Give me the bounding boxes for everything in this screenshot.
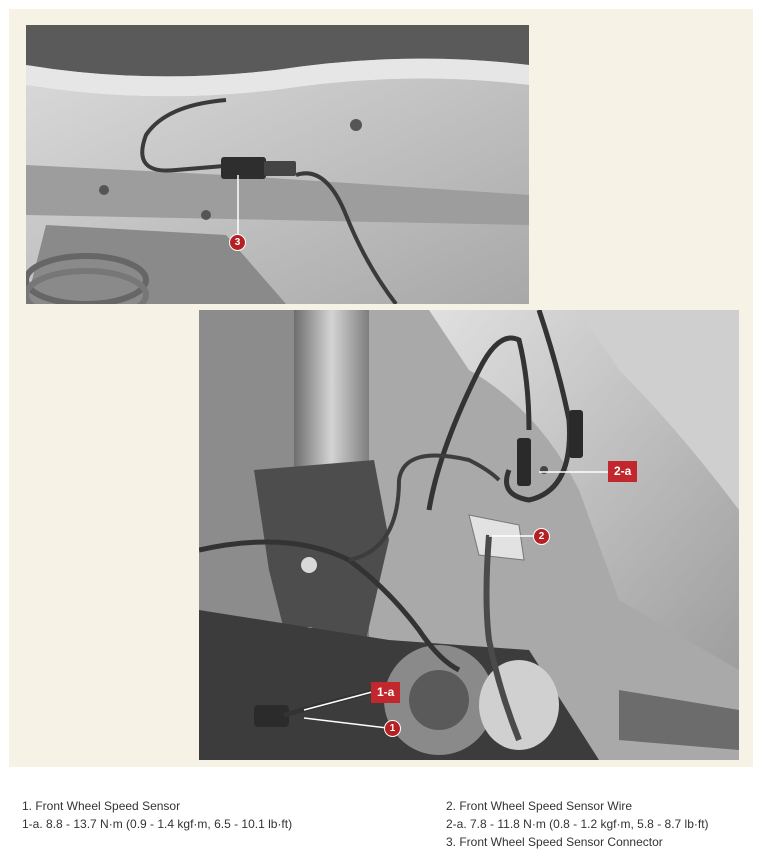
legend-item-2a: 2-a. 7.8 - 11.8 N·m (0.8 - 1.2 kgf·m, 5.8 - 8.7 lb·ft) — [446, 817, 709, 831]
figure-panel — [9, 9, 753, 767]
connector-illustration — [26, 25, 529, 304]
callout-1: 1 — [384, 720, 401, 737]
legend-item-1a: 1-a. 8.8 - 13.7 N·m (0.9 - 1.4 kgf·m, 6.5 - 10.1 lb·ft) — [22, 817, 293, 831]
legend-item-1: 1. Front Wheel Speed Sensor — [22, 799, 181, 813]
legend-left — [22, 797, 292, 833]
sensor-illustration — [199, 310, 739, 760]
legend-item-3: 3. Front Wheel Speed Sensor Connector — [446, 835, 663, 849]
callout-1a: 1-a — [371, 682, 400, 703]
legend-right — [446, 797, 709, 851]
callout-2a: 2-a — [608, 461, 637, 482]
callout-3: 3 — [229, 234, 246, 251]
callout-2: 2 — [533, 528, 550, 545]
legend-item-2: 2. Front Wheel Speed Sensor Wire — [446, 799, 633, 813]
